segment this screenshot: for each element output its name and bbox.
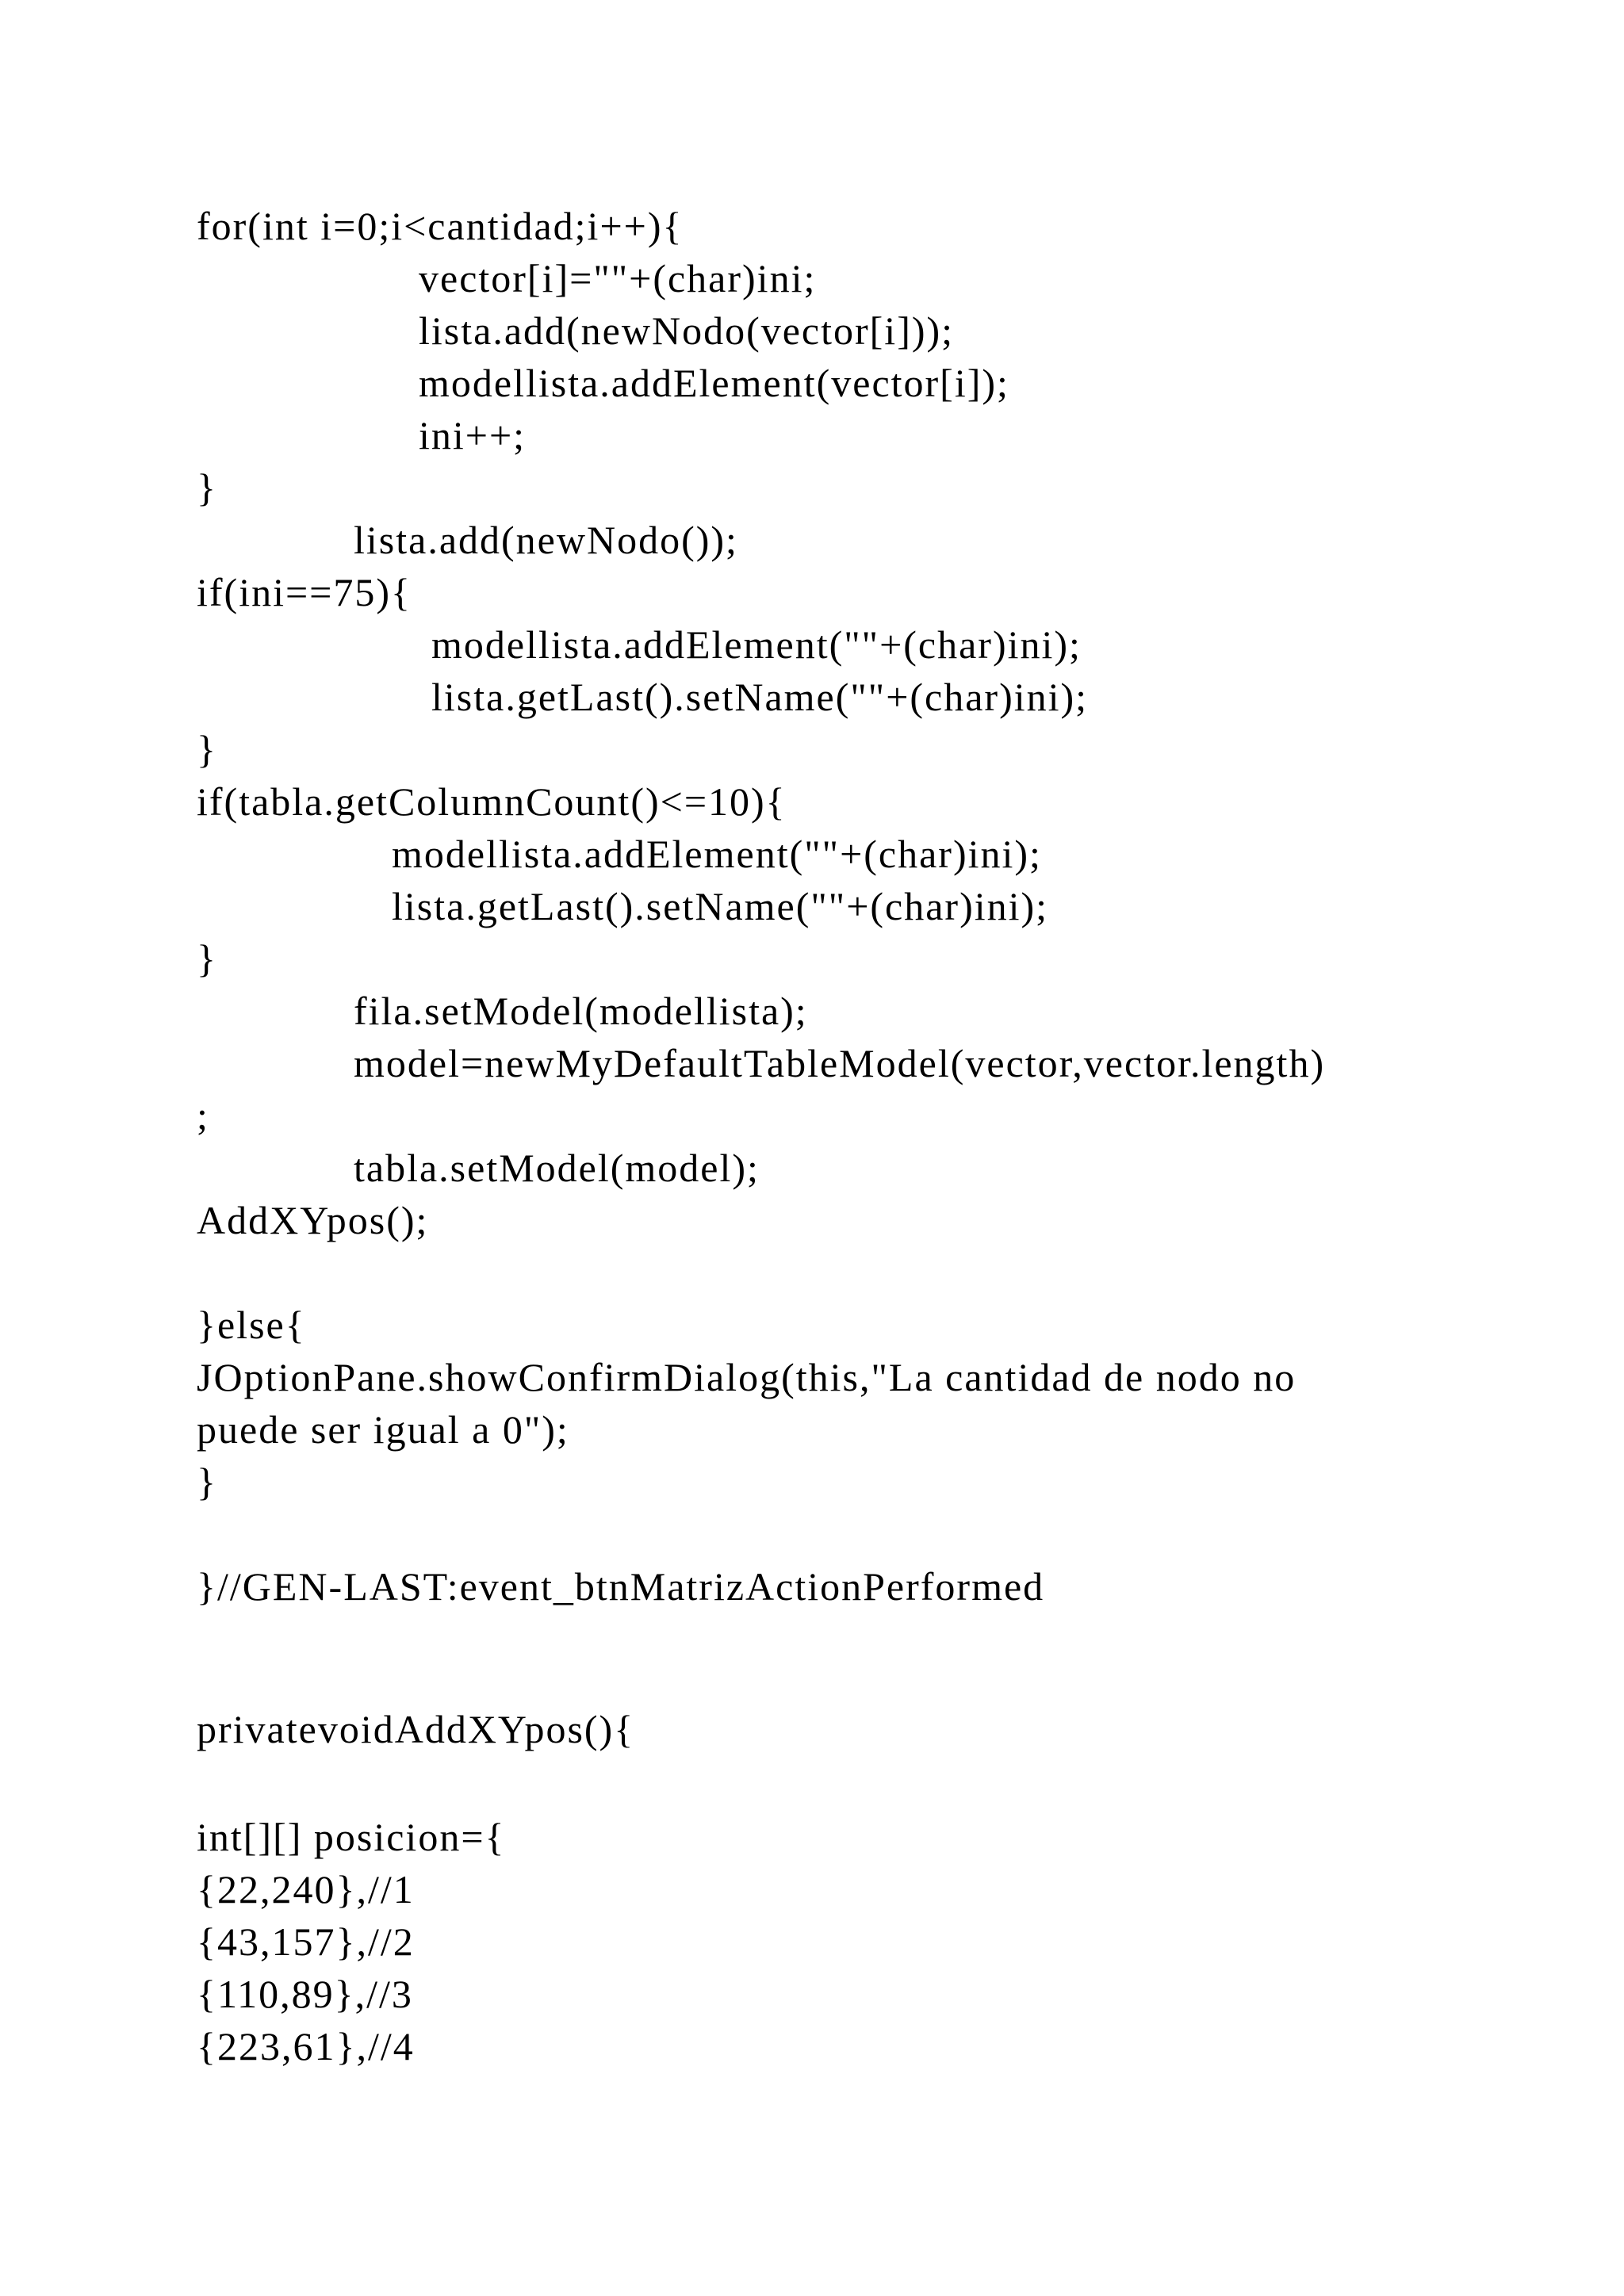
code-line: {43,157},//2	[197, 1919, 415, 1964]
code-line: lista.add(newNodo());	[354, 518, 738, 562]
code-line: lista.getLast().setName(""+(char)ini);	[392, 884, 1049, 928]
code-line: vector[i]=""+(char)ini;	[419, 256, 817, 300]
code-line: tabla.setModel(model);	[354, 1146, 760, 1190]
code-line: privatevoidAddXYpos(){	[197, 1707, 635, 1751]
code-line: for(int i=0;i<cantidad;i++){	[197, 204, 684, 248]
code-line: JOptionPane.showConfirmDialog(this,"La cantidad de nodo no	[197, 1355, 1297, 1399]
code-line: }//GEN-LAST:event_btnMatrizActionPerformed	[197, 1564, 1045, 1609]
code-line: {22,240},//1	[197, 1867, 415, 1911]
code-line: modellista.addElement(""+(char)ini);	[392, 832, 1042, 876]
code-line: model=newMyDefaultTableModel(vector,vector.length)	[354, 1041, 1326, 1085]
code-line: {110,89},//3	[197, 1972, 413, 2016]
code-line: ;	[197, 1093, 209, 1138]
code-line: }	[197, 727, 217, 771]
code-line: AddXYpos();	[197, 1198, 429, 1242]
code-line: modellista.addElement(vector[i]);	[419, 361, 1009, 405]
code-line: lista.add(newNodo(vector[i]));	[419, 308, 955, 353]
code-line: if(tabla.getColumnCount()<=10){	[197, 779, 787, 824]
code-line: puede ser igual a 0");	[197, 1407, 569, 1452]
code-line: }	[197, 465, 217, 510]
code-line: int[][] posicion={	[197, 1815, 506, 1859]
code-line: }else{	[197, 1303, 306, 1347]
code-line: ini++;	[419, 413, 527, 457]
code-line: }	[197, 1460, 217, 1504]
code-line: }	[197, 936, 217, 981]
code-line: {223,61},//4	[197, 2024, 415, 2068]
code-line: lista.getLast().setName(""+(char)ini);	[431, 675, 1089, 719]
code-line: fila.setModel(modellista);	[354, 989, 808, 1033]
code-line: if(ini==75){	[197, 570, 412, 614]
code-line: modellista.addElement(""+(char)ini);	[431, 622, 1082, 667]
